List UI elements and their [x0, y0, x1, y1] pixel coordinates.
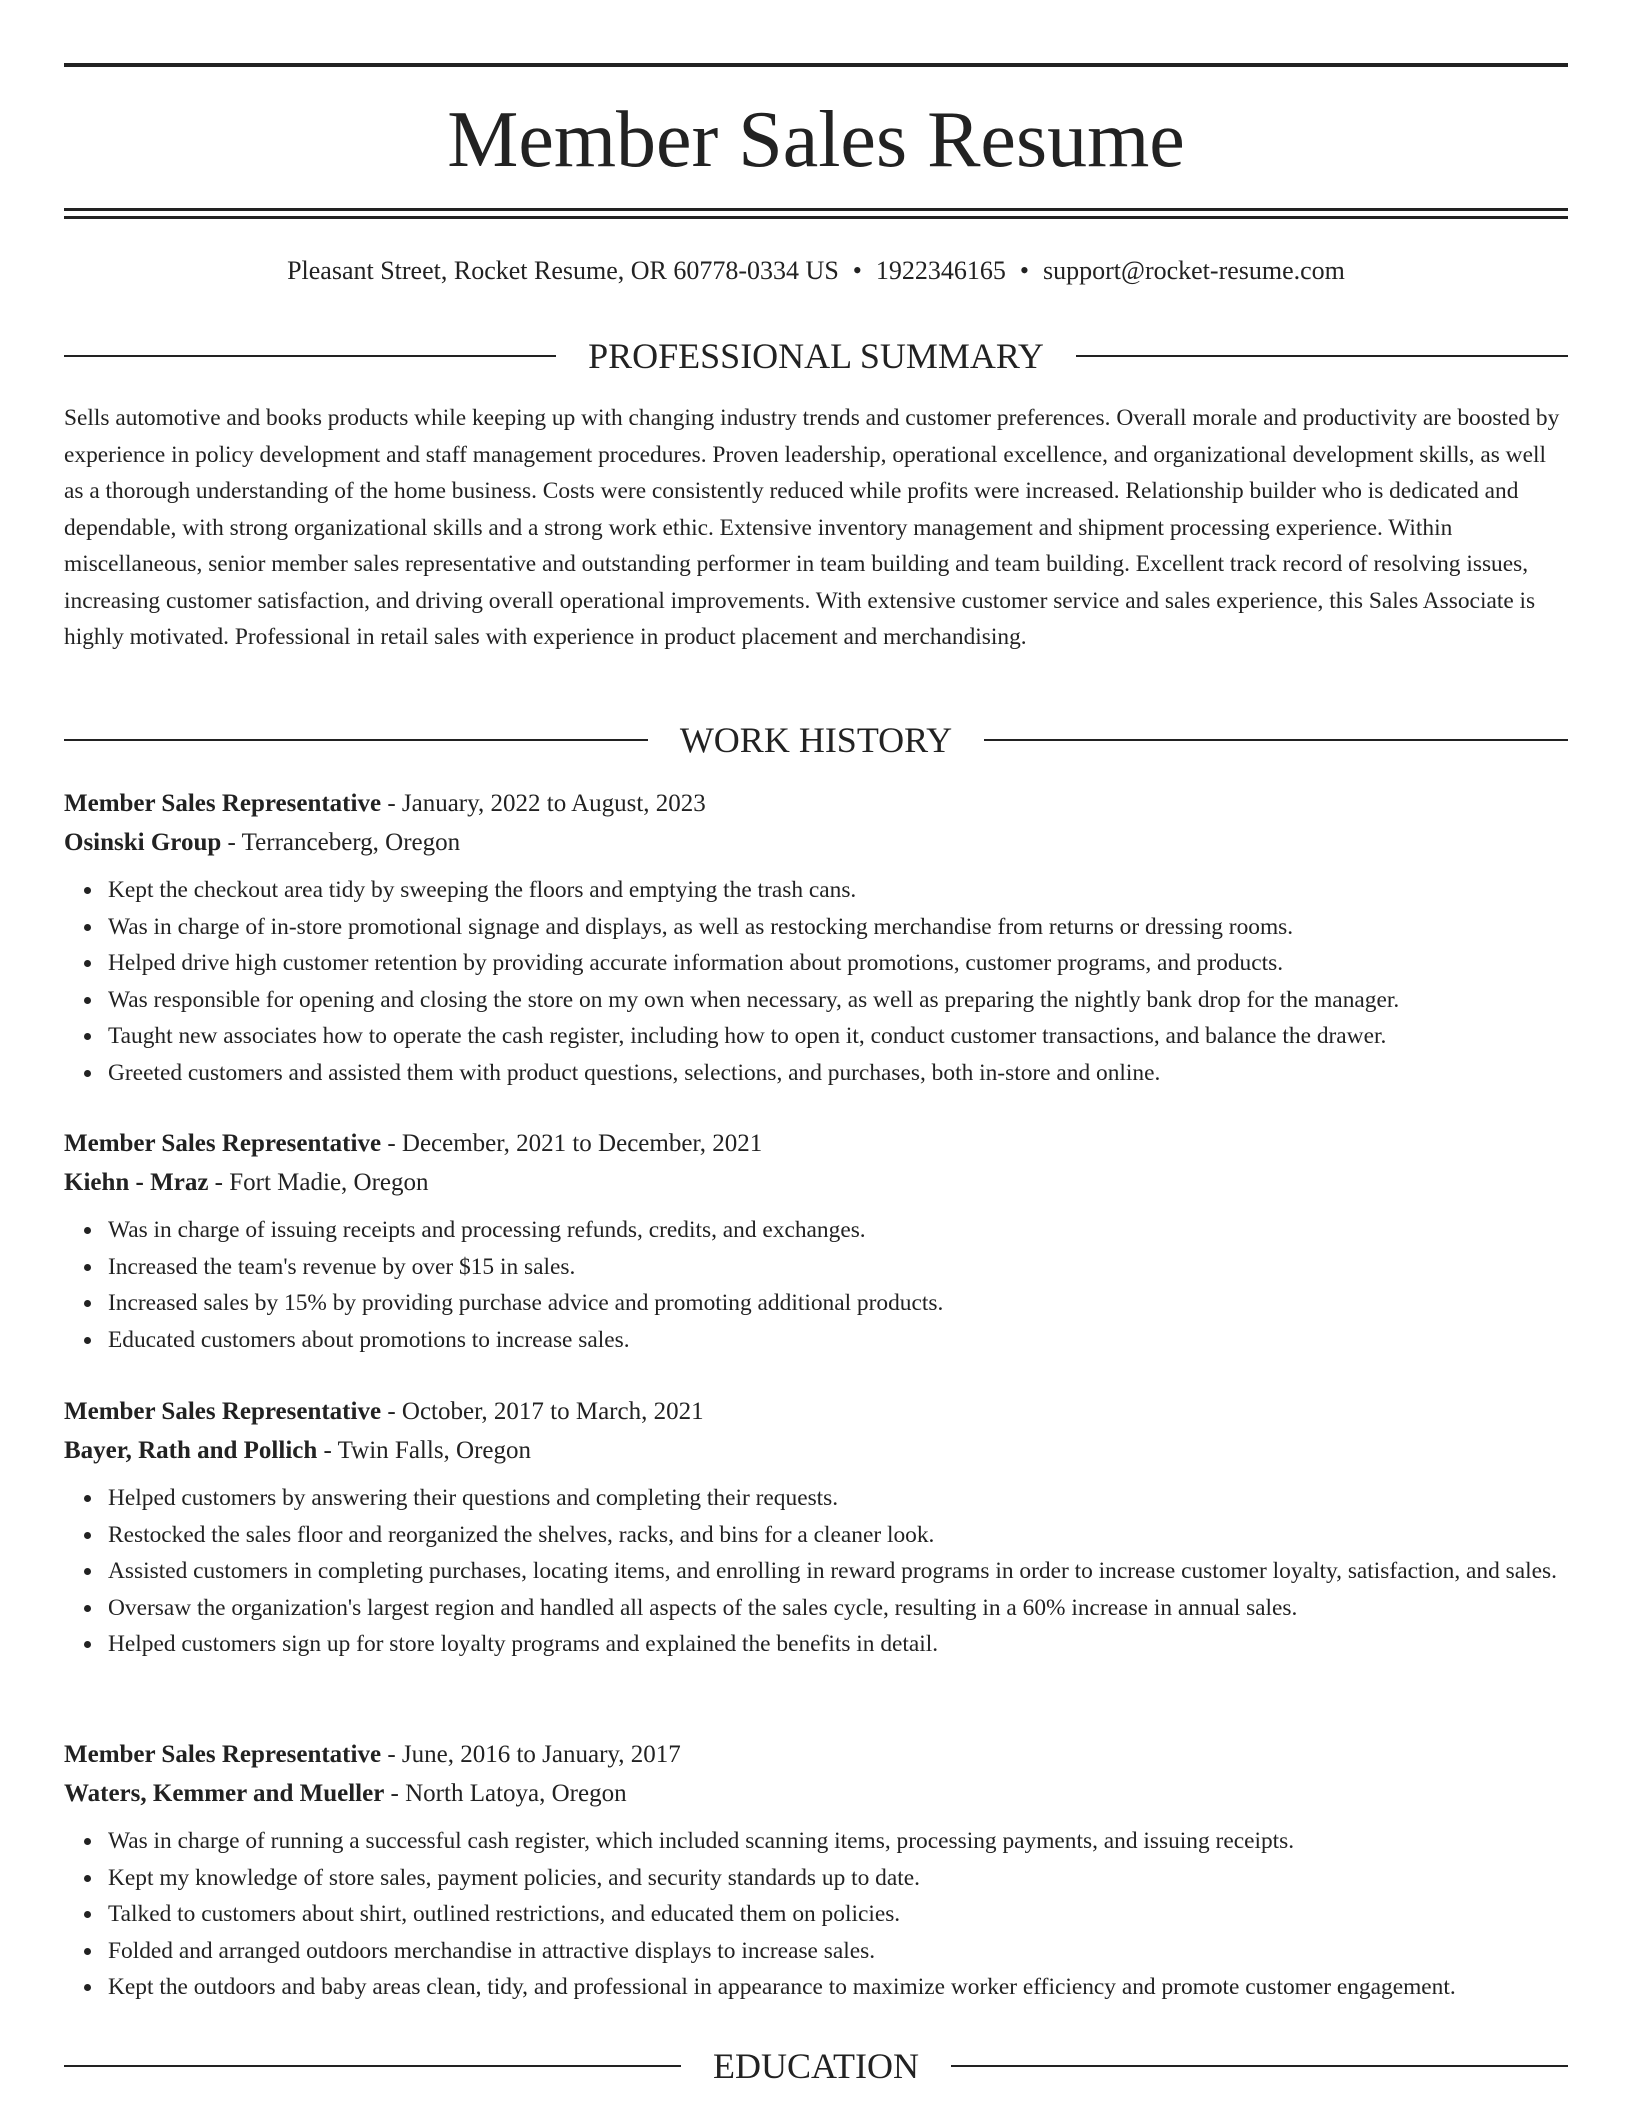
contact-email: support@rocket-resume.com: [1043, 256, 1345, 285]
job-title: Member Sales Representative: [64, 1130, 382, 1157]
contact-separator: •: [1019, 256, 1029, 285]
job-location: - Terranceberg, Oregon: [221, 829, 461, 856]
job-location: - Fort Madie, Oregon: [208, 1169, 429, 1196]
bullet-icon: [84, 924, 91, 931]
bullet-icon: [84, 1984, 91, 1991]
bullet-text: Oversaw the organization's largest region and handled all aspects of the sales cycle, resulting in a 60% increase in annual sales.: [108, 1594, 1298, 1621]
section-heading-work: [64, 718, 1568, 762]
job-entry: [64, 1124, 1568, 1358]
bullet-icon: [84, 1495, 91, 1502]
list-item: [108, 909, 1568, 946]
resume-title: Member Sales Resume: [447, 96, 1185, 184]
job-title-line: [64, 784, 1568, 823]
job-title: Member Sales Representative: [64, 790, 382, 817]
job-dates: - December, 2021 to December, 2021: [381, 1130, 763, 1157]
list-item: [108, 1626, 1568, 1663]
bullet-text: Talked to customers about shirt, outlined restrictions, and educated them on policies.: [108, 1901, 901, 1927]
bullet-icon: [84, 1875, 91, 1882]
heading-rule-left: [64, 739, 648, 741]
section-title-education: EDUCATION: [713, 2046, 919, 2086]
list-item: [108, 1896, 1568, 1933]
contact-phone: 1922346165: [875, 256, 1006, 285]
job-title-line: [64, 1392, 1568, 1431]
job-location: - Twin Falls, Oregon: [317, 1437, 532, 1464]
heading-rule-right: [951, 2065, 1568, 2067]
section-heading-education: [64, 2044, 1568, 2088]
list-item: [108, 982, 1568, 1019]
job-entry: [64, 1392, 1568, 1663]
bullet-text: Increased sales by 15% by providing purchase advice and promoting additional products.: [108, 1290, 944, 1316]
bullet-icon: [84, 1070, 91, 1077]
bullet-icon: [84, 1033, 91, 1040]
job-bullet-list: [64, 1480, 1568, 1663]
bullet-text: Was in charge of issuing receipts and processing refunds, credits, and exchanges.: [108, 1217, 866, 1243]
job-title: Member Sales Representative: [64, 1398, 382, 1425]
bullet-text: Helped drive high customer retention by providing accurate information about promotions, customer programs, and products.: [108, 950, 1284, 976]
bullet-text: Assisted customers in completing purchases, locating items, and enrolling in reward programs in order to increase customer loyalty, satisfaction, and sales.: [108, 1558, 1557, 1584]
job-dates: - October, 2017 to March, 2021: [381, 1398, 704, 1425]
heading-rule-right: [1076, 355, 1568, 357]
job-title: Member Sales Representative: [64, 1741, 382, 1768]
heading-rule-right: [984, 739, 1568, 741]
list-item: [108, 1590, 1568, 1627]
list-item: [108, 1860, 1568, 1897]
job-company: Waters, Kemmer and Mueller: [64, 1780, 385, 1807]
top-rule: [64, 63, 1568, 67]
bullet-icon: [84, 1227, 91, 1234]
list-item: [108, 1018, 1568, 1055]
bullet-text: Increased the team's revenue by over $15 in sales.: [108, 1253, 576, 1280]
bullet-text: Kept my knowledge of store sales, payment policies, and security standards up to date.: [108, 1864, 920, 1891]
list-item: [108, 1480, 1568, 1517]
list-item: [108, 1055, 1568, 1092]
job-bullet-list: [64, 872, 1568, 1091]
bullet-text: Folded and arranged outdoors merchandise in attractive displays to increase sales.: [108, 1937, 876, 1964]
list-item: [108, 945, 1568, 982]
job-title-line: [64, 1735, 1568, 1774]
bullet-text: Greeted customers and assisted them with product questions, selections, and purchases, both in-store and online.: [108, 1059, 1161, 1086]
job-title-line: [64, 1124, 1568, 1163]
job-dates: - January, 2022 to August, 2023: [381, 790, 706, 817]
job-entry: [64, 1735, 1568, 2006]
bullet-icon: [84, 1264, 91, 1271]
list-item: [108, 872, 1568, 909]
job-company: Osinski Group: [64, 829, 222, 856]
title-double-rule-upper: [64, 208, 1568, 211]
job-company-line: [64, 1774, 1568, 1813]
job-company: Kiehn - Mraz: [64, 1169, 209, 1196]
heading-rule-left: [64, 355, 556, 357]
bullet-icon: [84, 960, 91, 967]
list-item: [108, 1285, 1568, 1322]
bullet-icon: [84, 1838, 91, 1845]
bullet-icon: [84, 1605, 91, 1612]
bullet-icon: [84, 887, 91, 894]
bullet-icon: [84, 1911, 91, 1918]
list-item: [108, 1212, 1568, 1249]
bullet-icon: [84, 1568, 91, 1575]
bullet-text: Kept the checkout area tidy by sweeping the floors and emptying the trash cans.: [108, 877, 857, 903]
section-title-summary: PROFESSIONAL SUMMARY: [588, 336, 1044, 376]
section-title-work: WORK HISTORY: [679, 720, 953, 760]
bullet-icon: [84, 1532, 91, 1539]
job-location: - North Latoya, Oregon: [384, 1780, 627, 1807]
professional-summary-text: Sells automotive and books products while keeping up with changing industry trends and customer preferences. Overall morale and productivity are boosted by experience in policy development and staff management procedures. Proven leadership, operational excellence, and organizational development skills, as well as a thorough understanding of the home business. Costs were consistently reduced while profits were increased. Relationship builder who is dedicated and dependable, with strong organizational skills and a strong work ethic. Extensive inventory management and shipment processing experience. Within miscellaneous, senior member sales representative and outstanding performer in team building and team building. Excellent track record of resolving issues, increasing customer satisfaction, and driving overall operational improvements. With extensive customer service and sales experience, this Sales Associate is highly motivated. Professional in retail sales with experience in product placement and merchandising.: [64, 405, 1560, 650]
bullet-text: Educated customers about promotions to increase sales.: [108, 1326, 630, 1353]
contact-separator: •: [852, 256, 862, 285]
list-item: [108, 1823, 1568, 1860]
bullet-icon: [84, 1641, 91, 1648]
bullet-text: Helped customers by answering their questions and completing their requests.: [108, 1485, 839, 1511]
list-item: [108, 1322, 1568, 1359]
bullet-icon: [84, 997, 91, 1004]
job-company-line: [64, 1431, 1568, 1470]
bullet-text: Was in charge of in-store promotional signage and displays, as well as restocking merchandise from returns or dressing rooms.: [108, 913, 1294, 940]
bullet-text: Was in charge of running a successful cash register, which included scanning items, processing payments, and issuing receipts.: [108, 1828, 1295, 1854]
job-bullet-list: [64, 1212, 1568, 1358]
section-heading-summary: [64, 334, 1568, 378]
bullet-text: Was responsible for opening and closing the store on my own when necessary, as well as preparing the nightly bank drop for the manager.: [108, 986, 1400, 1013]
list-item: [108, 1517, 1568, 1554]
heading-rule-left: [64, 2065, 681, 2067]
job-company-line: [64, 1163, 1568, 1202]
contact-line: [64, 255, 1568, 287]
job-dates: - June, 2016 to January, 2017: [381, 1741, 681, 1768]
bullet-icon: [84, 1300, 91, 1307]
list-item: [108, 1969, 1568, 2006]
job-entry: [64, 784, 1568, 1091]
title-double-rule-lower: [64, 216, 1568, 219]
bullet-text: Taught new associates how to operate the cash register, including how to open it, conduct customer transactions, and balance the drawer.: [108, 1023, 1387, 1049]
job-company: Bayer, Rath and Pollich: [64, 1437, 318, 1464]
list-item: [108, 1933, 1568, 1970]
job-bullet-list: [64, 1823, 1568, 2006]
contact-address: Pleasant Street, Rocket Resume, OR 60778-0334 US: [287, 256, 839, 285]
bullet-text: Kept the outdoors and baby areas clean, tidy, and professional in appearance to maximize worker efficiency and promote customer engagement.: [108, 1974, 1456, 2000]
bullet-icon: [84, 1948, 91, 1955]
job-company-line: [64, 823, 1568, 862]
bullet-text: Restocked the sales floor and reorganized the shelves, racks, and bins for a cleaner look.: [108, 1521, 935, 1548]
list-item: [108, 1553, 1568, 1590]
bullet-text: Helped customers sign up for store loyalty programs and explained the benefits in detail.: [108, 1631, 939, 1657]
bullet-icon: [84, 1337, 91, 1344]
list-item: [108, 1249, 1568, 1286]
